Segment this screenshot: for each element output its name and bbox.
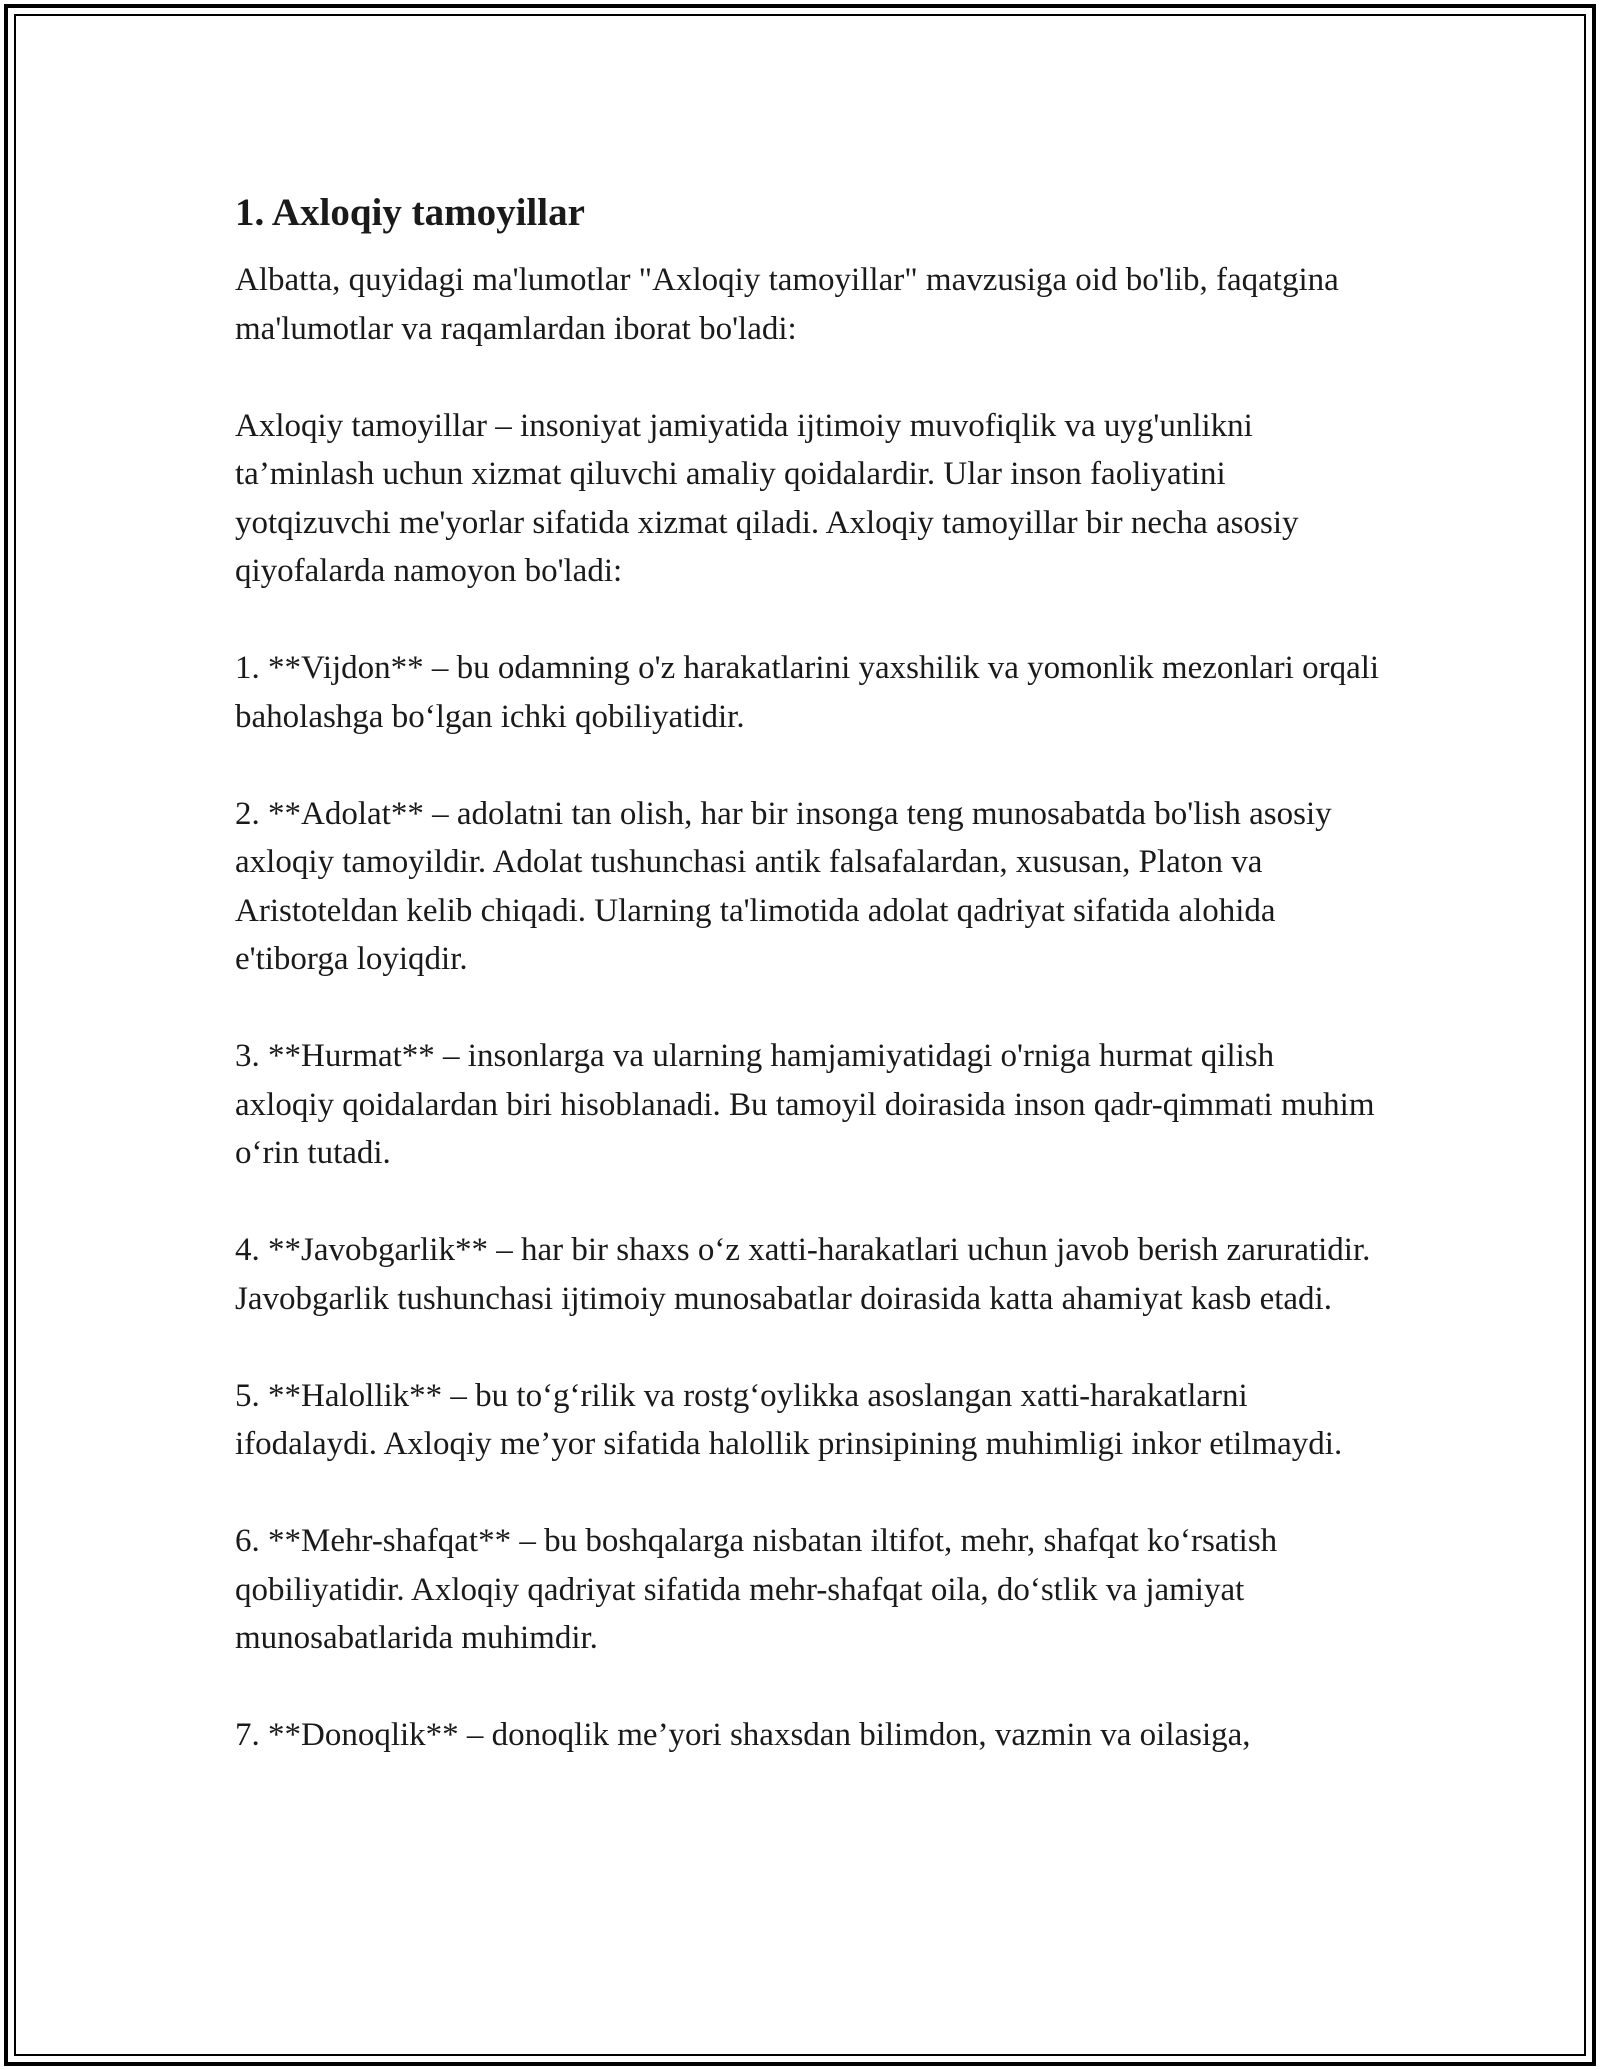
paragraph-definition: Axloqiy tamoyillar – insoniyat jamiyatida ijtimoiy muvofiqlik va uyg'unlikni ta’minlash uchun xizmat qiluvchi amaliy qoidalardir. Ular inson faoliyatini yotqizuvchi me'yorlar sifatida xizmat qiladi. Axloqiy tamoyillar bir necha asosiy qiyofalarda namoyon bo'ladi: [235,407,1299,589]
paragraph-intro: Albatta, quyidagi ma'lumotlar "Axloqiy tamoyillar" mavzusiga oid bo'lib, faqatgina ma'lumotlar va raqamlardan iborat bo'ladi: [235,262,1339,347]
list-item-hurmat: 3. **Hurmat** – insonlarga va ularning hamjamiyatidagi o'rniga hurmat qilish axloqiy qoidalardan biri hisoblanadi. Bu tamoyil doirasida inson qadr-qimmati muhim o‘rin tutadi. [235,1038,1375,1171]
list-item-adolat: 2. **Adolat** – adolatni tan olish, har bir insonga teng munosabatda bo'lish asosiy axloqiy tamoyildir. Adolat tushunchasi antik falsafalardan, xususan, Platon va Aristoteldan kelib chiqadi. Ularning ta'limotida adolat qadriyat sifatida alohida e'tiborga loyiqdir. [235,795,1332,977]
list-item-javobgarlik: 4. **Javobgarlik** – har bir shaxs o‘z xatti-harakatlari uchun javob berish zaruratidir. Javobgarlik tushunchasi ijtimoiy munosabatlar doirasida katta ahamiyat kasb etadi. [235,1232,1371,1317]
document-title: 1. Axloqiy tamoyillar [235,191,585,234]
list-item-vijdon: 1. **Vijdon** – bu odamning o'z harakatlarini yaxshilik va yomonlik mezonlari orqali baholashga bo‘lgan ichki qobiliyatidir. [235,650,1380,735]
document-body [235,188,1380,1808]
list-item-halollik: 5. **Halollik** – bu to‘g‘rilik va rostg‘oylikka asoslangan xatti-harakatlarni ifodalaydi. Axloqiy me’yor sifatida halollik prinsipining muhimligi inkor etilmaydi. [235,1377,1343,1462]
list-item-mehr-shafqat: 6. **Mehr-shafqat** – bu boshqalarga nisbatan iltifot, mehr, shafqat ko‘rsatish qobiliyatidir. Axloqiy qadriyat sifatida mehr-shafqat oila, do‘stlik va jamiyat munosabatlarida muhimdir. [235,1523,1278,1656]
list-item-donoqlik: 7. **Donoqlik** – donoqlik me’yori shaxsdan bilimdon, vazmin va oilasiga, [235,1717,1251,1753]
